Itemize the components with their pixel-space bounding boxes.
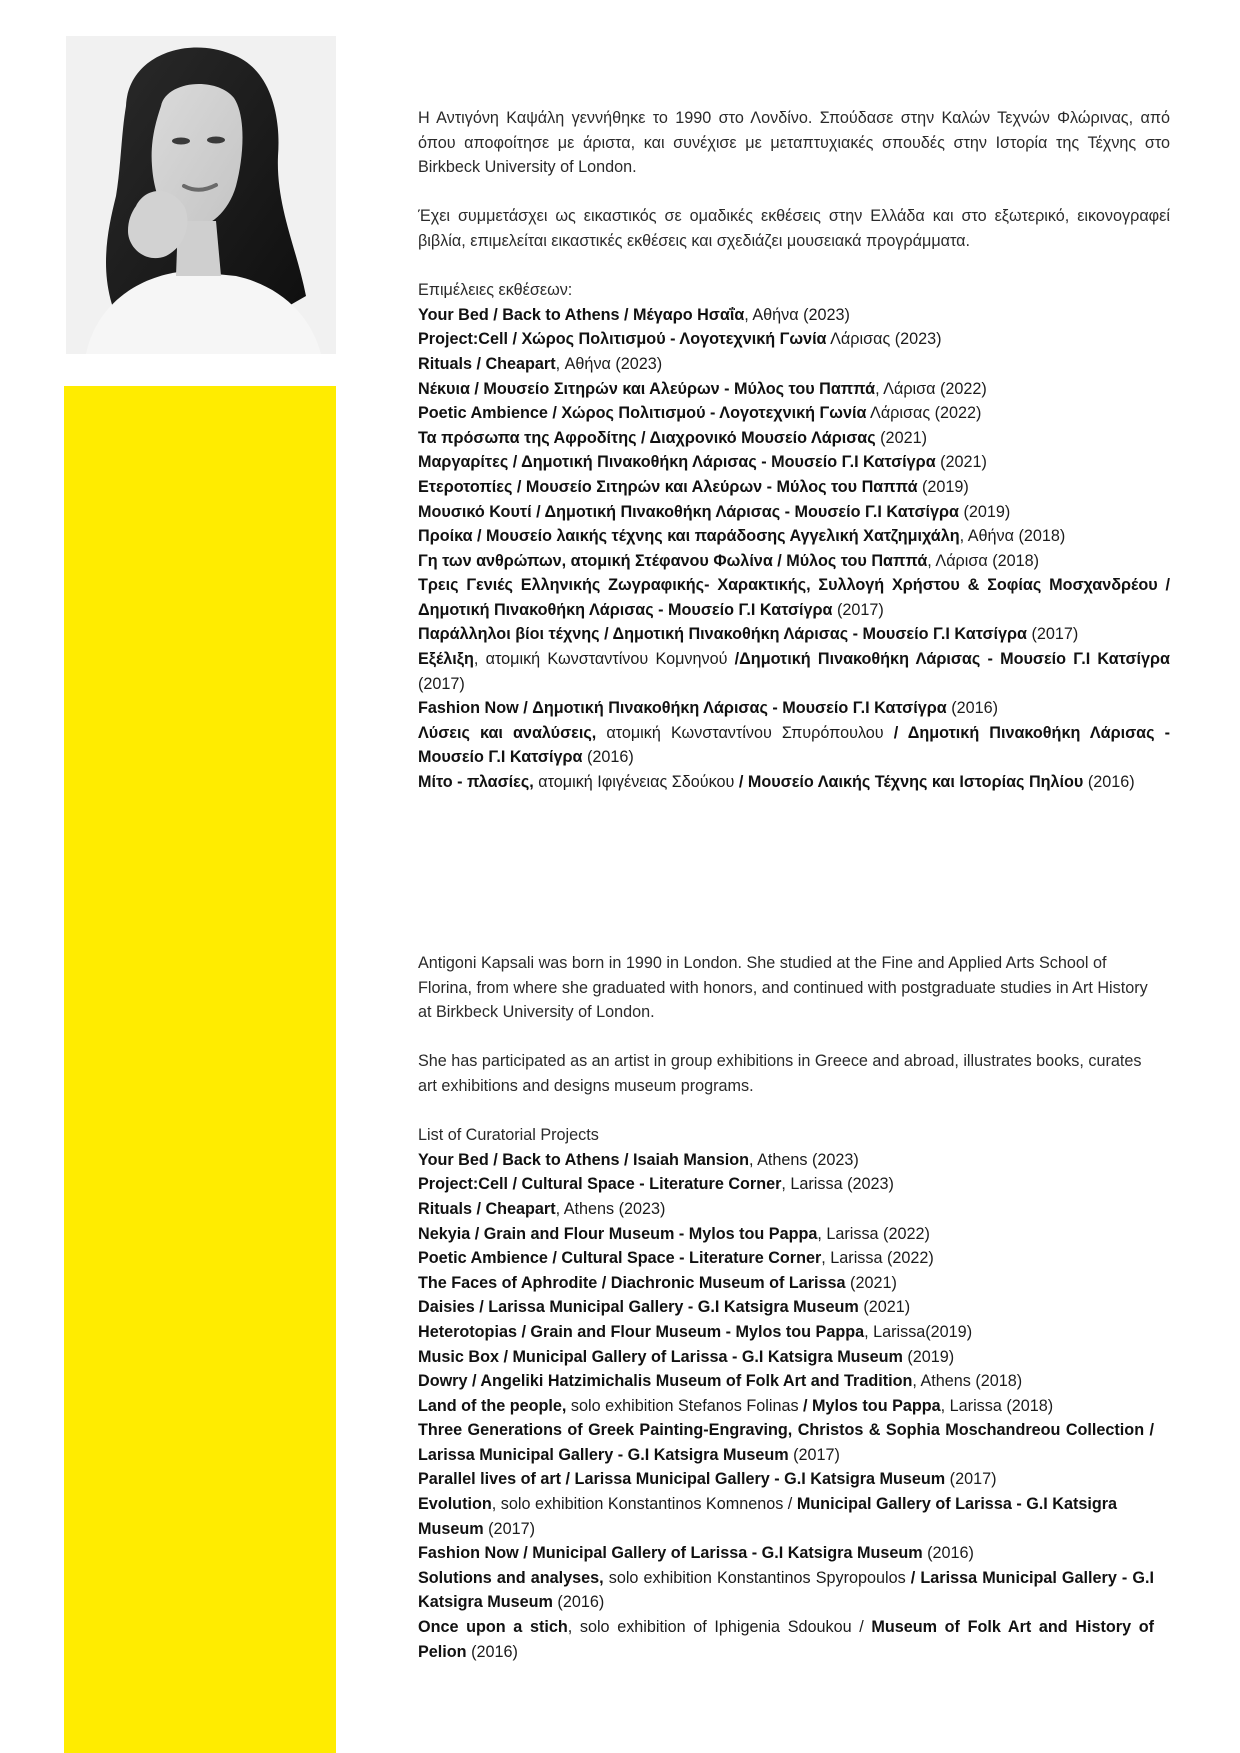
project-title: Τρεις Γενιές Ελληνικής Ζωγραφικής- Χαρακτικής, Συλλογή Χρήστου & Σοφίας Μοσχανδρέου / Δημοτική Πινακοθήκη Λάρισας - Μουσείο Γ.Ι Κατσίγρα: [418, 576, 1170, 619]
list-item: [418, 1320, 1154, 1345]
project-title: Dowry / Angeliki Hatzimichalis Museum of Folk Art and Tradition: [418, 1372, 913, 1391]
yellow-accent-bar: [64, 386, 336, 1753]
project-title: / Mylos tou Pappa: [803, 1396, 941, 1415]
greek-project-list: [418, 303, 1170, 795]
english-biography: [418, 951, 1154, 1664]
project-title: Parallel lives of art / Larissa Municipal Gallery - G.I Katsigra Museum: [418, 1470, 946, 1489]
greek-intro: Η Αντιγόνη Καψάλη γεννήθηκε το 1990 στο Λονδίνο. Σπούδασε στην Καλών Τεχνών Φλώρινας, από όπου αποφοίτησε με άριστα, και συνέχισε με μεταπτυχιακές σπουδές στην Ιστορία της Τέχνης στο Birkbeck University of London.: [418, 109, 1170, 177]
project-detail: (2016): [582, 748, 634, 767]
project-detail: , Athens (2023): [555, 1199, 666, 1218]
list-item: [418, 549, 1170, 574]
project-title: Προίκα / Μουσείο λαικής τέχνης και παράδοσης Αγγελική Χατζημιχάλη: [418, 527, 960, 546]
project-detail: , Λάρισα (2018): [927, 551, 1039, 570]
project-title: Fashion Now / Municipal Gallery of Larissa - G.I Katsigra Museum: [418, 1544, 923, 1563]
project-detail: solo exhibition Konstantinos Spyropoulos: [603, 1568, 911, 1587]
project-title: Land of the people,: [418, 1396, 567, 1415]
list-item: [418, 1418, 1154, 1467]
project-detail: (2019): [959, 502, 1011, 521]
list-item: [418, 303, 1170, 328]
project-detail: (2016): [552, 1593, 605, 1612]
greek-biography: [418, 106, 1170, 795]
project-title: / Μουσείο Λαικής Τέχνης και Ιστορίας Πηλίου: [738, 773, 1084, 792]
list-item: [418, 647, 1170, 696]
project-title: / Larissa Municipal Gallery - G.I Katsigra Museum: [418, 1568, 1155, 1612]
project-detail: (2019): [902, 1347, 955, 1366]
project-detail: , Athens (2018): [912, 1372, 1023, 1391]
project-detail: (2017): [418, 674, 465, 693]
list-item: [418, 1222, 1154, 1247]
list-item: [418, 1246, 1154, 1271]
list-item: [418, 1197, 1154, 1222]
project-detail: solo exhibition Stefanos Folinas: [566, 1396, 804, 1415]
project-detail: (2021): [935, 453, 987, 472]
project-title: Once upon a stich: [418, 1618, 568, 1637]
project-title: / Δημοτική Πινακοθήκη Λάρισας - Μουσείο Γ.Ι Κατσίγρα: [418, 723, 1171, 767]
project-title: Your Bed / Back to Athens / Isaiah Mansion: [418, 1150, 750, 1169]
project-detail: (2017): [1027, 625, 1079, 644]
project-title: Your Bed / Back to Athens / Μέγαρο Ησαΐα: [418, 305, 745, 324]
project-detail: , Λάρισα (2022): [875, 379, 987, 398]
list-item: [418, 1345, 1154, 1370]
project-detail: , Αθήνα (2023): [555, 354, 663, 373]
portrait-photo: [66, 36, 336, 354]
project-detail: (2017): [788, 1445, 840, 1464]
project-detail: , Αθήνα (2023): [744, 305, 850, 324]
project-detail: (2016): [1083, 773, 1135, 792]
project-title: Μίτο - πλασίες,: [418, 773, 534, 792]
portrait-photo-icon: [66, 36, 336, 354]
project-detail: , ατομική Κωνσταντίνου Κομνηνού: [473, 650, 735, 669]
list-item: [418, 1492, 1154, 1541]
list-item: [418, 500, 1170, 525]
list-item: [418, 450, 1170, 475]
project-title: Daisies / Larissa Municipal Gallery - G.I Katsigra Museum: [418, 1298, 859, 1317]
project-detail: Λάρισας (2022): [866, 404, 982, 423]
project-detail: , solo exhibition Konstantinos Komnenos /: [491, 1495, 797, 1514]
list-item: [418, 1172, 1154, 1197]
project-title: Poetic Ambience / Cultural Space - Literature Corner: [418, 1249, 822, 1268]
list-item: [418, 573, 1170, 622]
list-item: [418, 401, 1170, 426]
project-detail: (2016): [922, 1544, 974, 1563]
project-title: Παράλληλοι βίοι τέχνης / Δημοτική Πινακοθήκη Λάρισας - Μουσείο Γ.Ι Κατσίγρα: [418, 625, 1028, 644]
project-title: Τα πρόσωπα της Αφροδίτης / Διαχρονικό Μουσείο Λάρισας: [418, 428, 876, 447]
list-item: [418, 1541, 1154, 1566]
project-detail: (2017): [945, 1470, 997, 1489]
project-title: Λύσεις και αναλύσεις,: [418, 723, 597, 742]
project-title: Rituals / Cheapart: [418, 1199, 556, 1218]
project-title: Project:Cell / Cultural Space - Literature Corner: [418, 1175, 782, 1194]
greek-participation: Έχει συμμετάσχει ως εικαστικός σε ομαδικές εκθέσεις στην Ελλάδα και στο εξωτερικό, εικονογραφεί βιβλία, επιμελείται εικαστικές εκθέσεις και σχεδιάζει μουσειακά προγράμματα.: [418, 207, 1170, 250]
list-item: [418, 721, 1170, 770]
list-item: [418, 1295, 1154, 1320]
list-item: [418, 1271, 1154, 1296]
project-title: The Faces of Aphrodite / Diachronic Museum of Larissa: [418, 1273, 846, 1292]
project-detail: (2021): [875, 428, 927, 447]
project-title: Νέκυια / Μουσείο Σιτηρών και Αλεύρων - Μύλος του Παππά: [418, 379, 876, 398]
list-item: [418, 327, 1170, 352]
project-detail: , Larissa (2022): [817, 1224, 930, 1243]
list-item: [418, 426, 1170, 451]
project-detail: (2016): [466, 1642, 518, 1661]
project-detail: (2021): [845, 1273, 897, 1292]
list-item: [418, 377, 1170, 402]
project-detail: , Larissa(2019): [864, 1322, 973, 1341]
list-item: [418, 1566, 1154, 1615]
list-item: [418, 1394, 1154, 1419]
project-detail: ατομική Ιφιγένειας Σδούκου: [533, 773, 739, 792]
english-intro: Antigoni Kapsali was born in 1990 in London. She studied at the Fine and Applied Arts School of Florina, from where she graduated with honors, and continued with postgraduate studies in Art History at Birkbeck University of London.: [418, 954, 1148, 1022]
list-item: [418, 622, 1170, 647]
project-title: Εξέλιξη: [418, 650, 474, 669]
project-title: Heterotopias / Grain and Flour Museum - Mylos tou Pappa: [418, 1322, 865, 1341]
list-item: [418, 1615, 1154, 1664]
project-detail: (2019): [917, 477, 969, 496]
project-detail: (2021): [858, 1298, 911, 1317]
list-item: [418, 1369, 1154, 1394]
project-title: Three Generations of Greek Painting-Engraving, Christos & Sophia Moschandreou Collection / Larissa Municipal Gallery - G.I Katsigra Museum: [418, 1421, 1154, 1464]
project-detail: ατομική Κωνσταντίνου Σπυρόπουλου: [596, 723, 894, 742]
project-title: Municipal Gallery of Larissa - G.I Katsigra Museum: [418, 1495, 1118, 1538]
project-detail: , Athens (2023): [749, 1150, 859, 1169]
project-title: Nekyia / Grain and Flour Museum - Mylos tou Pappa: [418, 1224, 818, 1243]
project-title: Evolution: [418, 1495, 492, 1514]
list-item: [418, 696, 1170, 721]
project-detail: , Larissa (2022): [821, 1249, 934, 1268]
project-title: Ετεροτοπίες / Μουσείο Σιτηρών και Αλεύρων - Μύλος του Παππά: [418, 477, 918, 496]
project-detail: (2017): [832, 600, 884, 619]
project-detail: , Αθήνα (2018): [959, 527, 1066, 546]
greek-list-heading: Επιμέλειες εκθέσεων:: [418, 281, 573, 300]
project-title: Rituals / Cheapart: [418, 354, 556, 373]
project-title: Solutions and analyses,: [418, 1568, 604, 1587]
project-detail: , Larissa (2023): [781, 1175, 894, 1194]
list-item: [418, 475, 1170, 500]
project-title: Music Box / Municipal Gallery of Larissa - G.I Katsigra Museum: [418, 1347, 903, 1366]
project-title: Μουσικό Κουτί / Δημοτική Πινακοθήκη Λάρισας - Μουσείο Γ.Ι Κατσίγρα: [418, 502, 959, 521]
project-title: Museum of Folk Art and History of Pelion: [418, 1618, 1154, 1661]
english-participation: She has participated as an artist in group exhibitions in Greece and abroad, illustrates books, curates art exhibitions and designs museum programs.: [418, 1052, 1142, 1095]
project-title: Project:Cell / Χώρος Πολιτισμού - Λογοτεχνική Γωνία: [418, 330, 827, 349]
project-title: /Δημοτική Πινακοθήκη Λάρισας - Μουσείο Γ.Ι Κατσίγρα: [734, 650, 1170, 669]
project-detail: (2016): [946, 699, 999, 718]
project-title: Fashion Now / Δημοτική Πινακοθήκη Λάρισας - Μουσείο Γ.Ι Κατσίγρα: [418, 699, 947, 718]
list-item: [418, 524, 1170, 549]
project-title: Μαργαρίτες / Δημοτική Πινακοθήκη Λάρισας - Μουσείο Γ.Ι Κατσίγρα: [418, 453, 936, 472]
list-item: [418, 770, 1170, 795]
list-item: [418, 352, 1170, 377]
project-title: Poetic Ambience / Χώρος Πολιτισμού - Λογοτεχνική Γωνία: [418, 404, 867, 423]
list-item: [418, 1467, 1154, 1492]
project-detail: , Larissa (2018): [940, 1396, 1054, 1415]
project-detail: , solo exhibition of Iphigenia Sdoukou /: [567, 1618, 872, 1637]
project-title: Γη των ανθρώπων, ατομική Στέφανου Φωλίνα / Μύλος του Παππά: [418, 551, 928, 570]
project-detail: (2017): [483, 1519, 535, 1538]
english-list-heading: List of Curatorial Projects: [418, 1126, 599, 1145]
project-detail: Λάρισας (2023): [826, 330, 942, 349]
english-project-list: [418, 1148, 1154, 1664]
list-item: [418, 1148, 1154, 1173]
